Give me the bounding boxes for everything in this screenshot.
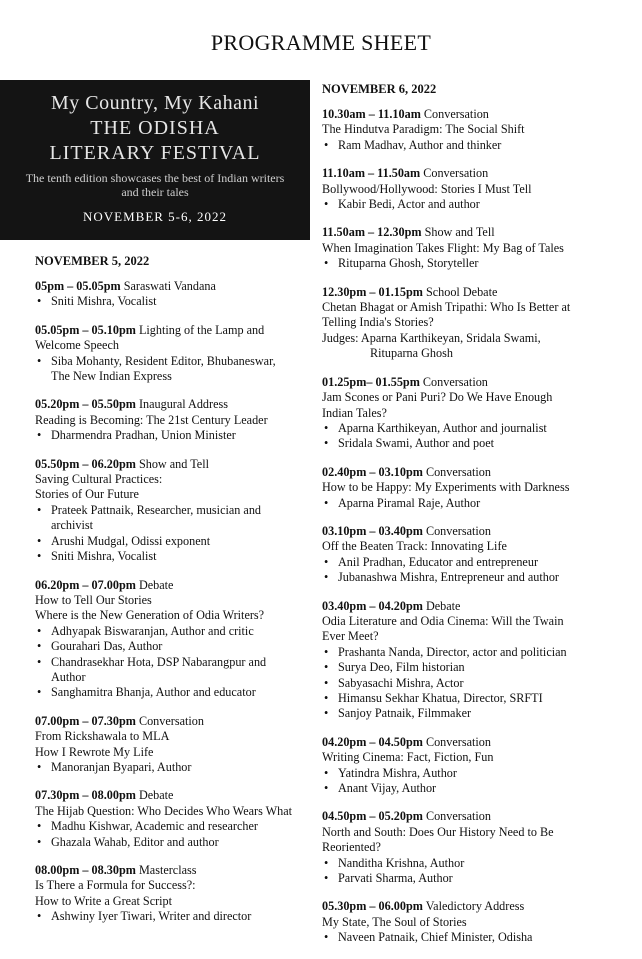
event-time: 05.30pm – 06.00pm [322, 899, 423, 914]
event-title-line: How to Tell Our Stories [35, 592, 152, 607]
speaker-item: • Ghazala Wahab, Editor and author [35, 835, 315, 850]
event-title-line: Jam Scones or Pani Puri? Do We Have Enough [322, 390, 553, 405]
page-title: PROGRAMME SHEET [210, 30, 432, 55]
event-heading [35, 578, 315, 593]
event-heading [322, 524, 622, 539]
event-title-line: How I Rewrote My Life [35, 744, 154, 759]
speaker-item: • Prashanta Nanda, Director, actor and politician [322, 645, 622, 660]
event-time: 10.30am – 11.10am [322, 107, 421, 121]
speaker-item: • Sniti Mishra, Vocalist [35, 294, 315, 309]
event-time: 04.20pm – 04.50pm [322, 734, 423, 749]
event-title-line: Where is the New Generation of Odia Writers? [35, 608, 265, 623]
event-title-line: The Hijab Question: Who Decides Who Wears What [35, 803, 293, 818]
event-title-line: Telling India's Stories? [322, 315, 434, 330]
festival-banner [0, 80, 310, 240]
speaker-item: • Parvati Sharma, Author [322, 871, 622, 886]
event-title-line: Welcome Speech [35, 338, 119, 353]
speaker-item: • Anant Vijay, Author [322, 781, 622, 796]
event-heading [35, 714, 315, 729]
event-item [322, 735, 622, 797]
event-title-line: Is There a Formula for Success?: [35, 878, 196, 893]
event-title-line: North and South: Does Our History Need to Be [322, 824, 554, 839]
event-time: 03.40pm – 04.20pm [322, 598, 423, 613]
speaker-item: • Chandrasekhar Hota, DSP Nabarangpur and [35, 655, 315, 670]
speaker-item: • Gourahari Das, Author [35, 639, 315, 654]
event-heading [322, 809, 622, 824]
event-heading [322, 599, 622, 614]
event-heading [322, 285, 622, 300]
event-title-line: Bollywood/Hollywood: Stories I Must Tell [322, 181, 532, 196]
event-type: Masterclass [138, 863, 197, 877]
event-heading [322, 899, 622, 914]
event-item [35, 323, 315, 385]
event-type: Lighting of the Lamp and [138, 322, 265, 337]
event-title-line: Odia Literature and Odia Cinema: Will the Twain [322, 613, 564, 628]
event-type: Show and Tell [424, 225, 495, 240]
day2-date: NOVEMBER 6, 2022 [322, 82, 437, 96]
speaker-item: • Jubanashwa Mishra, Entrepreneur and author [322, 570, 622, 585]
event-time: 01.25pm– 01.55pm [322, 374, 420, 389]
event-type: Show and Tell [138, 456, 209, 471]
event-title-line: Off the Beaten Track: Innovating Life [322, 539, 507, 554]
event-item [35, 457, 315, 565]
event-item [322, 225, 622, 271]
event-title-line: How to Write a Great Script [35, 893, 173, 908]
event-heading [35, 279, 315, 294]
speaker-item: • Ashwiny Iyer Tiwari, Writer and director [35, 909, 315, 924]
event-time: 02.40pm – 03.10pm [322, 464, 423, 479]
event-time: 05pm – 05.05pm [35, 279, 121, 293]
event-heading [322, 225, 622, 240]
event-title-line: My State, The Soul of Stories [322, 914, 467, 929]
speaker-item: • Surya Deo, Film historian [322, 660, 622, 675]
event-type: Debate [138, 577, 174, 592]
event-type: Saraswati Vandana [123, 279, 216, 293]
event-item [322, 375, 622, 452]
event-title-line: Writing Cinema: Fact, Fiction, Fun [322, 750, 494, 765]
event-item [322, 107, 622, 153]
speaker-item: • Sniti Mishra, Vocalist [35, 549, 315, 564]
banner-tagline-title: My Country, My Kahani [50, 92, 260, 114]
banner-festival-name-2: LITERARY FESTIVAL [49, 142, 261, 164]
event-item [35, 714, 315, 776]
speaker-item: • Manoranjan Byapari, Author [35, 760, 315, 775]
event-item [322, 599, 622, 722]
event-time: 08.00pm – 08.30pm [35, 863, 136, 877]
event-item [322, 465, 622, 511]
event-heading [322, 375, 622, 390]
event-heading [35, 863, 315, 878]
event-item [322, 524, 622, 586]
event-heading [322, 465, 622, 480]
event-title-line: The Hindutva Paradigm: The Social Shift [322, 122, 525, 137]
speaker-continuation: archivist [51, 518, 93, 533]
speaker-item: • Madhu Kishwar, Academic and researcher [35, 819, 315, 834]
speaker-item: • Yatindra Mishra, Author [322, 766, 622, 781]
speaker-item: • Aparna Karthikeyan, Author and journalist [322, 421, 622, 436]
speaker-continuation: Author [51, 669, 86, 684]
event-type: Conversation [425, 464, 491, 479]
speaker-item: • Ram Madhav, Author and thinker [322, 138, 622, 153]
event-title-line: How to be Happy: My Experiments with Darkness [322, 480, 570, 495]
event-type: Conversation [425, 734, 491, 749]
event-type: School Debate [425, 284, 498, 299]
day2-event-list [322, 107, 622, 946]
event-time: 11.50am – 12.30pm [322, 225, 422, 240]
event-time: 07.00pm – 07.30pm [35, 713, 136, 728]
event-time: 04.50pm – 05.20pm [322, 809, 423, 824]
event-title-line: Reading is Becoming: The 21st Century Leader [35, 412, 268, 427]
event-item [35, 279, 315, 310]
event-time: 05.50pm – 06.20pm [35, 456, 136, 471]
event-item [35, 863, 315, 925]
event-heading [35, 323, 315, 338]
event-type: Conversation [138, 713, 204, 728]
speaker-item: • Anil Pradhan, Educator and entrepreneur [322, 555, 622, 570]
speaker-item: • Prateek Pattnaik, Researcher, musician and [35, 503, 315, 518]
event-type: Inaugural Address [138, 397, 228, 412]
event-type: Conversation [423, 107, 489, 121]
event-title-line: Ever Meet? [322, 629, 379, 644]
day1-event-list [35, 279, 315, 925]
speaker-item: • Sanghamitra Bhanja, Author and educator [35, 685, 315, 700]
event-heading [322, 107, 622, 122]
event-heading [35, 788, 315, 803]
speaker-item: • Siba Mohanty, Resident Editor, Bhubaneswar, [35, 354, 315, 369]
event-heading [35, 397, 315, 412]
event-title-line: Judges: Aparna Karthikeyan, Sridala Swami, [322, 330, 541, 345]
event-type: Conversation [425, 523, 491, 538]
event-item [35, 788, 315, 850]
event-type: Conversation [422, 374, 488, 389]
event-time: 11.10am – 11.50am [322, 166, 421, 181]
event-title-line: When Imagination Takes Flight: My Bag of Tales [322, 240, 564, 255]
event-title-line: From Rickshawala to MLA [35, 729, 170, 744]
event-title-line: Chetan Bhagat or Amish Tripathi: Who Is Better at [322, 300, 571, 315]
event-item [35, 397, 315, 443]
event-title-line: Reoriented? [322, 840, 381, 855]
right-column [322, 80, 622, 959]
day1-date: NOVEMBER 5, 2022 [35, 254, 150, 268]
speaker-item: • Aparna Piramal Raje, Author [322, 496, 622, 511]
event-item [322, 809, 622, 886]
speaker-item: • Naveen Patnaik, Chief Minister, Odisha [322, 930, 622, 945]
event-type: Debate [425, 598, 461, 613]
speaker-item: • Kabir Bedi, Actor and author [322, 197, 622, 212]
event-title-line: Stories of Our Future [35, 487, 139, 502]
event-type: Valedictory Address [425, 899, 525, 914]
event-item [322, 166, 622, 212]
speaker-item: • Nanditha Krishna, Author [322, 856, 622, 871]
banner-festival-name: THE ODISHA [90, 117, 220, 139]
event-time: 05.20pm – 05.50pm [35, 397, 136, 412]
banner-description: The tenth edition showcases the best of Indian writers and their tales [25, 171, 285, 199]
speaker-item: • Rituparna Ghosh, Storyteller [322, 256, 622, 271]
event-title-line: Indian Tales? [322, 405, 387, 420]
event-type: Conversation [425, 809, 491, 824]
event-heading [322, 166, 622, 181]
event-time: 07.30pm – 08.00pm [35, 788, 136, 803]
event-heading [322, 735, 622, 750]
speaker-item: • Sanjoy Patnaik, Filmmaker [322, 706, 622, 721]
speaker-item: • Himansu Sekhar Khatua, Director, SRFTI [322, 691, 622, 706]
speaker-item: • Sridala Swami, Author and poet [322, 436, 622, 451]
speaker-continuation: The New Indian Express [51, 369, 172, 384]
speaker-item: • Sabyasachi Mishra, Actor [322, 676, 622, 691]
event-item [35, 578, 315, 701]
left-column [25, 80, 315, 938]
event-item [322, 285, 622, 362]
event-indent-line: Rituparna Ghosh [370, 346, 453, 361]
event-time: 05.05pm – 05.10pm [35, 322, 136, 337]
banner-dates: NOVEMBER 5-6, 2022 [82, 209, 228, 224]
speaker-item: • Arushi Mudgal, Odissi exponent [35, 534, 315, 549]
event-item [322, 899, 622, 945]
event-time: 12.30pm – 01.15pm [322, 284, 423, 299]
event-heading [35, 457, 315, 472]
event-time: 03.10pm – 03.40pm [322, 523, 423, 538]
speaker-item: • Adhyapak Biswaranjan, Author and critic [35, 624, 315, 639]
event-time: 06.20pm – 07.00pm [35, 577, 136, 592]
event-type: Conversation [423, 166, 489, 181]
event-title-line: Saving Cultural Practices: [35, 472, 163, 487]
speaker-item: • Dharmendra Pradhan, Union Minister [35, 428, 315, 443]
event-type: Debate [138, 788, 174, 803]
